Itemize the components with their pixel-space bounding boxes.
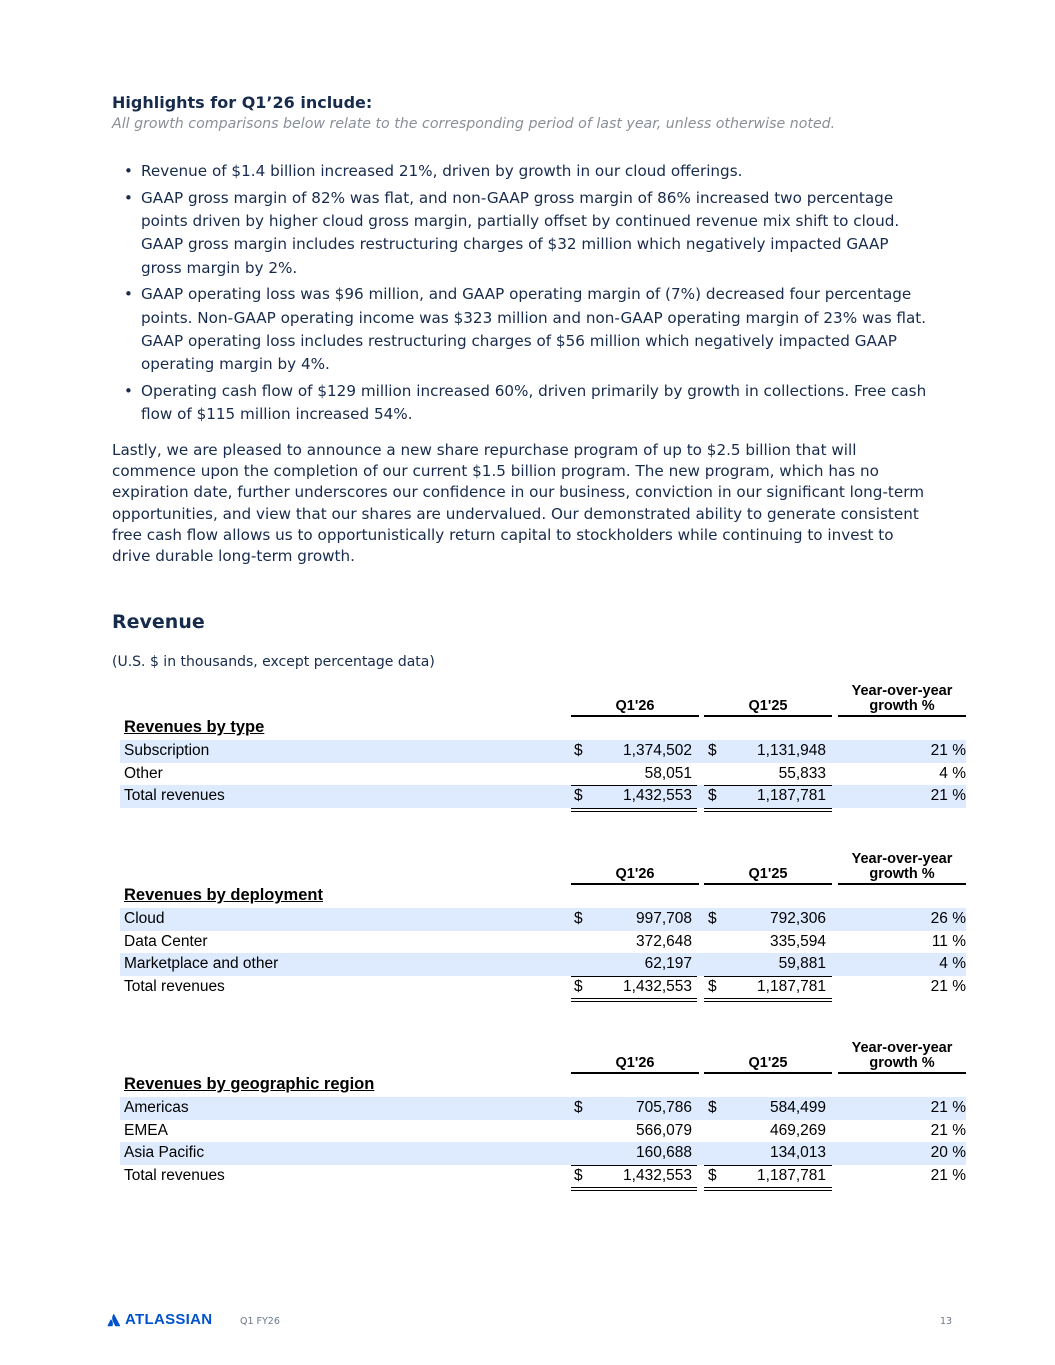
- table-row-total: [120, 1165, 966, 1188]
- units-note: (U.S. $ in thousands, except percentage data): [112, 654, 435, 670]
- table-row: [120, 1142, 966, 1165]
- growth-header-line2: growth %: [869, 1055, 935, 1071]
- currency-symbol: $: [708, 1099, 717, 1116]
- value-q1-25: 1,187,781: [757, 787, 826, 804]
- growth-value: 21 %: [930, 977, 966, 995]
- currency-symbol: $: [708, 787, 717, 804]
- row-label: Data Center: [124, 932, 208, 950]
- footer-period: Q1 FY26: [240, 1316, 280, 1327]
- growth-value: 4 %: [939, 764, 966, 782]
- table-row: [120, 1120, 966, 1143]
- value-q1-26: 1,432,553: [623, 1166, 692, 1184]
- brand-name: ATLASSIAN: [125, 1311, 213, 1328]
- table-title: Revenues by geographic region: [124, 1075, 375, 1093]
- column-header-growth: [838, 852, 966, 885]
- highlight-bullet: • GAAP gross margin of 82% was flat, and non-GAAP gross margin of 86% increased two percentage points driven by higher cloud gross margin, partially offset by continued revenue mix shift to cloud. GAAP gross margin includes restructuring charges of $32 million which negatively impacted GAAP gross margin by 2%.: [112, 187, 932, 280]
- highlights-list: [112, 160, 932, 430]
- column-header-q1-25: Q1'25: [704, 1055, 832, 1074]
- growth-value: 4 %: [939, 955, 966, 972]
- value-q1-25: 792,306: [769, 910, 826, 927]
- row-label: Asia Pacific: [124, 1144, 205, 1161]
- column-header-q1-25: Q1'25: [704, 866, 832, 885]
- subtotal-rule: [704, 785, 832, 786]
- value-q1-25: 1,187,781: [757, 1166, 826, 1184]
- subtotal-rule: [571, 976, 697, 977]
- growth-header-line2: growth %: [869, 698, 935, 714]
- total-double-rule: [571, 998, 697, 1002]
- currency-symbol: $: [574, 787, 583, 804]
- row-label: Total revenues: [124, 977, 225, 995]
- value-q1-25: 59,881: [778, 955, 826, 972]
- row-label: Other: [124, 764, 163, 782]
- growth-value: 21 %: [930, 1099, 966, 1116]
- growth-value: 21 %: [930, 787, 966, 804]
- table-row: [120, 740, 966, 763]
- table-row: [120, 953, 966, 976]
- value-q1-26: 58,051: [644, 764, 692, 782]
- growth-header-line1: Year-over-year: [851, 683, 953, 699]
- column-header-growth: [838, 684, 966, 717]
- row-label: Total revenues: [124, 787, 225, 804]
- column-header-q1-26: Q1'26: [571, 1055, 699, 1074]
- total-double-rule: [571, 1187, 697, 1191]
- subtotal-rule: [571, 1165, 697, 1166]
- highlight-bullet: • Revenue of $1.4 billion increased 21%, driven by growth in our cloud offerings.: [112, 160, 932, 183]
- subtotal-rule: [704, 1165, 832, 1166]
- growth-header-line2: growth %: [869, 866, 935, 882]
- currency-symbol: $: [708, 977, 717, 995]
- column-header-q1-26: Q1'26: [571, 698, 699, 717]
- growth-value: 26 %: [930, 910, 966, 927]
- value-q1-26: 1,374,502: [623, 742, 692, 759]
- total-double-rule: [704, 998, 832, 1002]
- atlassian-mark-icon: [107, 1313, 121, 1327]
- currency-symbol: $: [708, 1166, 717, 1184]
- subtotal-rule: [704, 976, 832, 977]
- row-label: Total revenues: [124, 1166, 225, 1184]
- total-double-rule: [704, 1187, 832, 1191]
- row-label: Americas: [124, 1099, 189, 1116]
- value-q1-25: 1,131,948: [757, 742, 826, 759]
- growth-value: 21 %: [930, 1166, 966, 1184]
- highlight-bullet: • GAAP operating loss was $96 million, and GAAP operating margin of (7%) decreased four percentage points. Non-GAAP operating income was $323 million and non-GAAP operating margin of 23% was flat. GAAP operating loss includes restructuring charges of $56 million which negatively impacted GAAP operating margin by 4%.: [112, 283, 932, 376]
- currency-symbol: $: [574, 1166, 583, 1184]
- column-header-growth: [838, 1041, 966, 1074]
- currency-symbol: $: [574, 742, 583, 759]
- value-q1-26: 1,432,553: [623, 977, 692, 995]
- highlights-title: Highlights for Q1’26 include:: [112, 93, 373, 112]
- value-q1-26: 566,079: [635, 1121, 692, 1139]
- growth-header-line1: Year-over-year: [851, 1040, 953, 1056]
- value-q1-26: 705,786: [635, 1099, 692, 1116]
- table-row: [120, 1097, 966, 1120]
- value-q1-25: 134,013: [769, 1144, 826, 1161]
- table-title: Revenues by deployment: [124, 886, 323, 904]
- highlights-subtitle: All growth comparisons below relate to the corresponding period of last year, unless otherwise noted.: [112, 116, 836, 132]
- column-header-q1-25: Q1'25: [704, 698, 832, 717]
- column-header-q1-26: Q1'26: [571, 866, 699, 885]
- currency-symbol: $: [574, 1099, 583, 1116]
- total-double-rule: [704, 808, 832, 812]
- highlight-bullet: • Operating cash flow of $129 million increased 60%, driven primarily by growth in collections. Free cash flow of $115 million increased 54%.: [112, 380, 932, 427]
- growth-value: 20 %: [930, 1144, 966, 1161]
- value-q1-26: 160,688: [635, 1144, 692, 1161]
- value-q1-25: 1,187,781: [757, 977, 826, 995]
- value-q1-26: 372,648: [635, 932, 692, 950]
- value-q1-25: 584,499: [769, 1099, 826, 1116]
- closing-paragraph: Lastly, we are pleased to announce a new share repurchase program of up to $2.5 billion that will commence upon the completion of our current $1.5 billion program. The new program, which has no expiration date, further underscores our confidence in our business, conviction in our significant long-term opportunities, and view that our shares are undervalued. Our demonstrated ability to generate consistent free cash flow allows us to opportunistically return capital to stockholders while continuing to invest to drive durable long-term growth.: [112, 441, 924, 566]
- currency-symbol: $: [574, 977, 583, 995]
- row-label: Cloud: [124, 910, 165, 927]
- currency-symbol: $: [574, 910, 583, 927]
- table-row: [120, 908, 966, 931]
- growth-value: 11 %: [931, 932, 966, 950]
- value-q1-26: 1,432,553: [623, 787, 692, 804]
- subtotal-rule: [571, 785, 697, 786]
- value-q1-25: 335,594: [769, 932, 826, 950]
- atlassian-logo: [107, 1311, 212, 1328]
- revenue-section-title: Revenue: [112, 611, 205, 633]
- total-double-rule: [571, 808, 697, 812]
- table-row-total: [120, 785, 966, 808]
- currency-symbol: $: [708, 742, 717, 759]
- value-q1-26: 997,708: [635, 910, 692, 927]
- currency-symbol: $: [708, 910, 717, 927]
- table-row: [120, 763, 966, 786]
- value-q1-25: 55,833: [778, 764, 826, 782]
- growth-value: 21 %: [930, 1121, 966, 1139]
- row-label: Subscription: [124, 742, 210, 759]
- page-number: 13: [940, 1316, 953, 1327]
- row-label: Marketplace and other: [124, 955, 279, 972]
- table-row: [120, 931, 966, 954]
- table-row-total: [120, 976, 966, 999]
- growth-value: 21 %: [930, 742, 966, 759]
- row-label: EMEA: [124, 1121, 168, 1139]
- value-q1-26: 62,197: [644, 955, 692, 972]
- growth-header-line1: Year-over-year: [851, 851, 953, 867]
- table-title: Revenues by type: [124, 718, 265, 736]
- value-q1-25: 469,269: [769, 1121, 826, 1139]
